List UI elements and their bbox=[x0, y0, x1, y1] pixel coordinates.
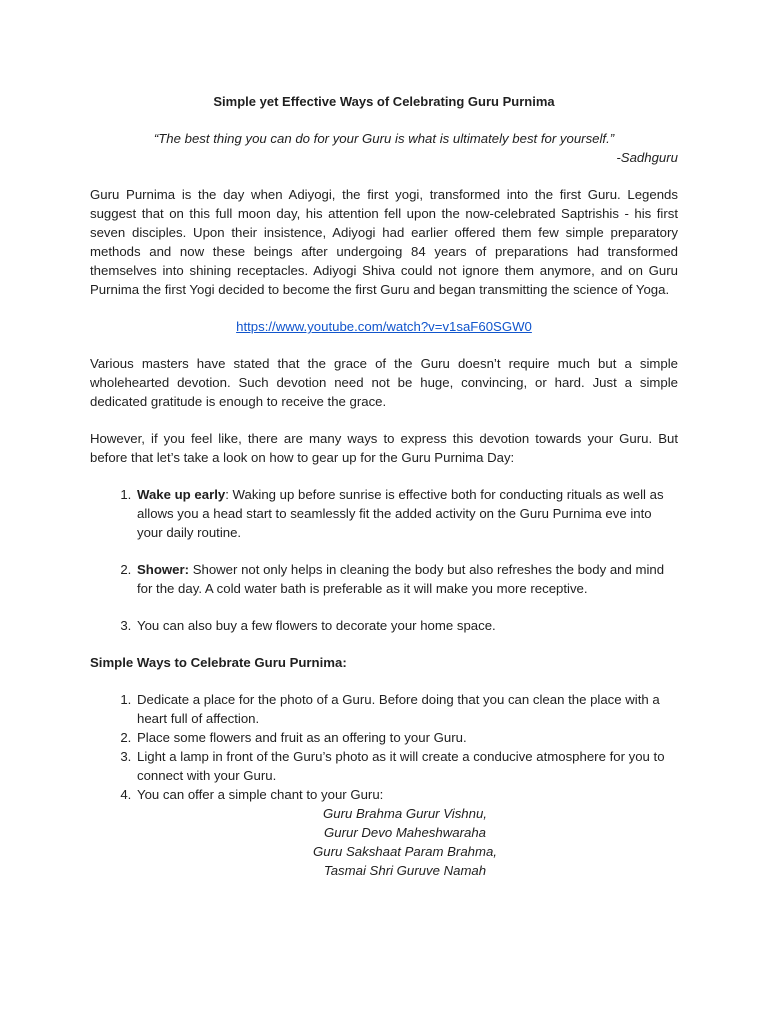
video-link-line bbox=[90, 317, 678, 336]
list-item-text: Shower not only helps in cleaning the body but also refreshes the body and mind for the day. A cold water bath is preferable as it will make you more receptive. bbox=[137, 562, 665, 596]
chant-line: Guru Brahma Gurur Vishnu, bbox=[323, 806, 487, 821]
devotion-paragraph: Various masters have stated that the grace of the Guru doesn’t require much but a simple wholehearted devotion. Such devotion need not be huge, convincing, or hard. Just a simple dedicated gratitude is enough to receive the grace. bbox=[90, 356, 678, 409]
list-item bbox=[135, 616, 678, 635]
chant-block bbox=[90, 804, 678, 880]
list-item bbox=[135, 560, 678, 598]
quote-author: -Sadhguru bbox=[616, 150, 678, 165]
list-item: 1. Dedicate a place for the photo of a Guru. Before doing that you can clean the place with a heart full of affection. bbox=[135, 690, 678, 728]
list-item-text: : Waking up before sunrise is effective both for conducting rituals as well as allows you a head start to seamlessly fit the added activity on the Guru Purnima eve into your daily routine. bbox=[137, 487, 664, 540]
document-title: Simple yet Effective Ways of Celebrating Guru Purnima bbox=[213, 94, 555, 109]
document-page bbox=[90, 92, 678, 880]
quote-text: “The best thing you can do for your Guru is what is ultimately best for yourself.” bbox=[153, 131, 615, 146]
chant-line: Tasmai Shri Guruve Namah bbox=[323, 863, 487, 878]
video-link[interactable]: https://www.youtube.com/watch?v=v1saF60SGW0 bbox=[236, 319, 532, 334]
list-item-bold: Shower: bbox=[137, 562, 190, 577]
celebrate-list bbox=[90, 690, 678, 804]
list-item-bold: Wake up early bbox=[137, 487, 226, 502]
list-item-text: You can also buy a few flowers to decorate your home space. bbox=[137, 618, 496, 633]
list-item: 2. Place some flowers and fruit as an offering to your Guru. bbox=[135, 728, 678, 747]
chant-line: Guru Sakshaat Param Brahma, bbox=[313, 844, 497, 859]
prep-intro-paragraph: However, if you feel like, there are many ways to express this devotion towards your Guru. But before that let’s take a look on how to gear up for the Guru Purnima Day: bbox=[90, 431, 678, 465]
prep-list bbox=[90, 485, 678, 635]
celebrate-heading: Simple Ways to Celebrate Guru Purnima: bbox=[90, 655, 347, 670]
list-item bbox=[135, 485, 678, 542]
list-item: 4. You can offer a simple chant to your Guru: bbox=[135, 785, 678, 804]
intro-paragraph: Guru Purnima is the day when Adiyogi, the first yogi, transformed into the first Guru. Legends suggest that on this full moon day, his attention fell upon the now-celebrated Saptrishis - his first seven disciples. Upon their insistence, Adiyogi had earlier offered them few simple preparatory methods and now these beings after undergoing 84 years of preparations had transformed themselves into shining receptacles. Adiyogi Shiva could not ignore them anymore, and on Guru Purnima the first Yogi decided to become the first Guru and began transmitting the science of Yoga. bbox=[90, 187, 678, 297]
list-item: 3. Light a lamp in front of the Guru’s photo as it will create a conducive atmosphere for you to connect with your Guru. bbox=[135, 747, 678, 785]
chant-line: Gurur Devo Maheshwaraha bbox=[324, 825, 486, 840]
